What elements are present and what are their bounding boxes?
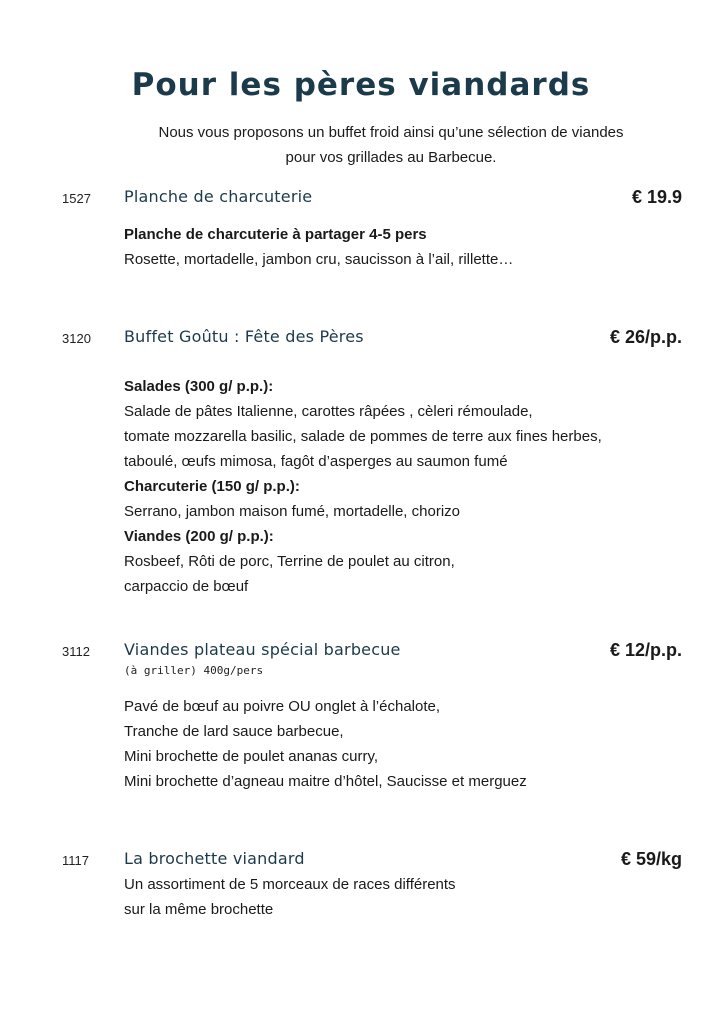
item-description xyxy=(124,694,684,794)
description-line: carpaccio de bœuf xyxy=(124,578,249,595)
item-price: € 26/p.p. xyxy=(609,327,682,347)
item-title: Viandes plateau spécial barbecue xyxy=(124,640,401,659)
description-line: Serrano, jambon maison fumé, mortadelle, chorizo xyxy=(124,503,460,520)
item-price: € 12/p.p. xyxy=(609,640,682,660)
item-description xyxy=(124,222,684,272)
item-description xyxy=(124,374,684,599)
description-line: Un assortiment de 5 morceaux de races différents xyxy=(124,876,456,893)
item-description xyxy=(124,872,684,922)
description-line: Pavé de bœuf au poivre OU onglet à l’échalote, xyxy=(124,698,441,715)
description-line: Rosette, mortadelle, jambon cru, saucisson à l’ail, rillette… xyxy=(124,251,514,268)
description-line: taboulé, œufs mimosa, fagôt d’asperges au saumon fumé xyxy=(124,453,508,470)
description-line: Mini brochette de poulet ananas curry, xyxy=(124,748,379,765)
description-line: tomate mozzarella basilic, salade de pommes de terre aux fines herbes, xyxy=(124,428,602,445)
intro-line: Nous vous proposons un buffet froid ainsi qu’une sélection de viandes xyxy=(158,124,624,141)
item-code: 1117 xyxy=(62,853,89,868)
item-note: (à griller) 400g/pers xyxy=(124,664,264,677)
description-line: Mini brochette d’agneau maitre d’hôtel, Saucisse et merguez xyxy=(124,773,527,790)
description-heading: Planche de charcuterie à partager 4-5 pers xyxy=(124,226,427,243)
item-title: La brochette viandard xyxy=(124,849,305,868)
item-code: 3120 xyxy=(62,331,91,346)
intro-line: pour vos grillades au Barbecue. xyxy=(285,149,497,166)
intro-text xyxy=(100,120,682,170)
item-code: 3112 xyxy=(62,644,90,659)
description-heading: Charcuterie (150 g/ p.p.): xyxy=(124,478,300,495)
description-line: sur la même brochette xyxy=(124,901,274,918)
description-heading: Viandes (200 g/ p.p.): xyxy=(124,528,274,545)
description-line: Tranche de lard sauce barbecue, xyxy=(124,723,344,740)
item-title: Planche de charcuterie xyxy=(124,187,313,206)
description-line: Rosbeef, Rôti de porc, Terrine de poulet au citron, xyxy=(124,553,455,570)
item-price: € 59/kg xyxy=(620,849,682,869)
item-price: € 19.9 xyxy=(631,187,682,207)
item-code: 1527 xyxy=(62,191,91,206)
description-heading: Salades (300 g/ p.p.): xyxy=(124,378,274,395)
page-title: Pour les pères viandards xyxy=(131,67,591,103)
item-title: Buffet Goûtu : Fête des Pères xyxy=(124,327,364,346)
description-line: Salade de pâtes Italienne, carottes râpées , cèleri rémoulade, xyxy=(124,403,533,420)
